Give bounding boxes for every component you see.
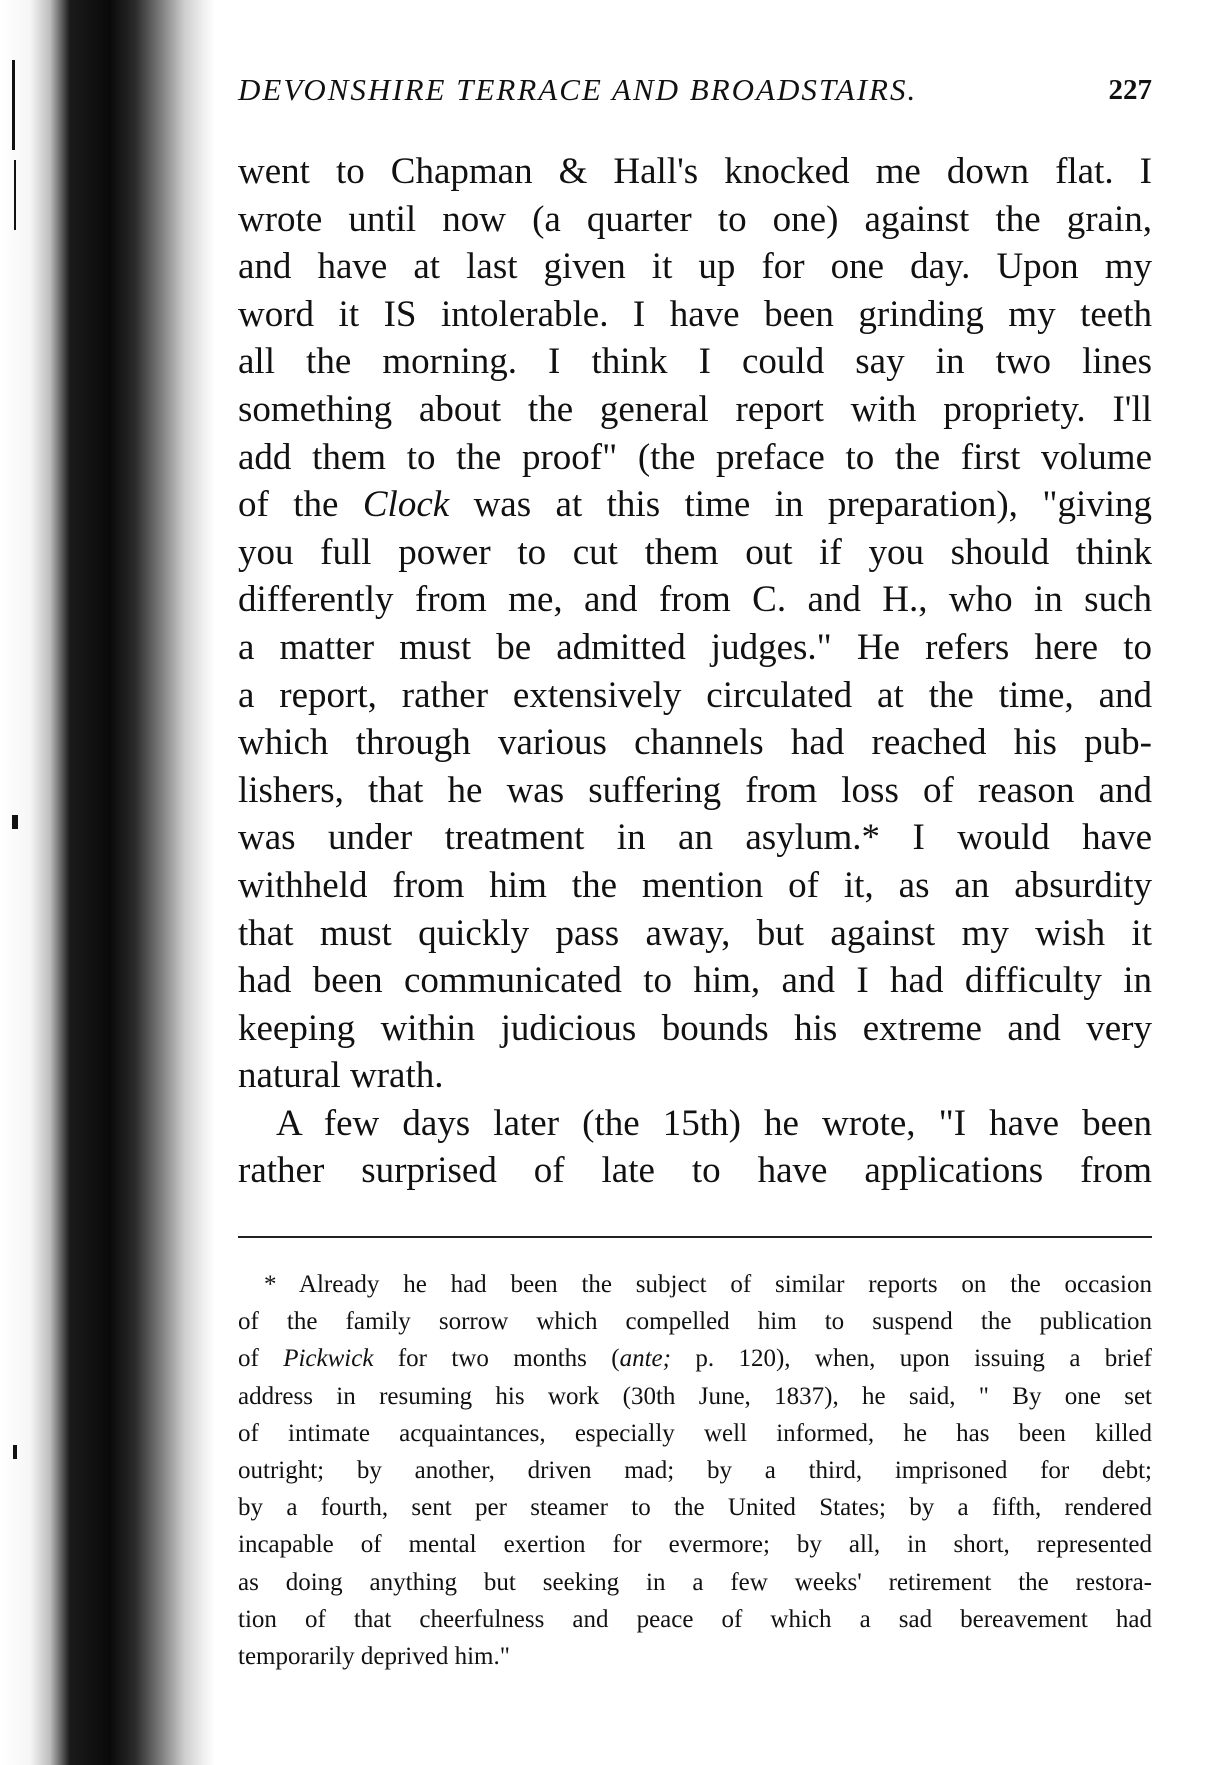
footnote-line (238, 1340, 1152, 1377)
body-line: went to Chapman & Hall's knocked me down flat. I (238, 151, 1152, 192)
body-line: that must quickly pass away, but against my wish it (238, 912, 1152, 954)
footnote-line-text: of (238, 1345, 284, 1373)
footnote-divider (238, 1236, 1152, 1238)
body-line: and have at last given it up for one day. Upon my (238, 246, 1152, 288)
body-line-italic: Clock (362, 484, 450, 526)
page-number: 227 (1108, 74, 1152, 106)
body-line-text: of the (238, 484, 363, 526)
binding-mark (12, 815, 18, 829)
body-line: something about the general report with propriety. I'll (238, 388, 1152, 430)
binding-mark (13, 1445, 17, 1459)
body-line-text: was at this time in preparation), "giving (449, 484, 1152, 526)
footnote (238, 1266, 1152, 1675)
body-line: wrote until now (a quarter to one) against the grain, (238, 198, 1152, 240)
running-head: DEVONSHIRE TERRACE AND BROADSTAIRS. (238, 72, 918, 107)
body-line: all the morning. I think I could say in two lines (238, 341, 1152, 383)
footnote-line: temporarily deprived him." (238, 1642, 510, 1670)
footnote-line-text: p. 120), when, upon issuing a brief (670, 1345, 1152, 1373)
body-line: keeping within judicious bounds his extreme and very (238, 1007, 1152, 1049)
body-line: had been communicated to him, and I had difficulty in (238, 960, 1152, 1002)
footnote-line: tion of that cheerfulness and peace of which a sad bereavement had (238, 1605, 1152, 1633)
footnote-line: of intimate acquaintances, especially well informed, he has been killed (238, 1419, 1152, 1447)
footnote-line: * Already he had been the subject of similar reports on the occasion (264, 1271, 1152, 1298)
binding-mark (14, 160, 16, 230)
footnote-line: by a fourth, sent per steamer to the United States; by a fifth, rendered (238, 1494, 1152, 1522)
body-line: which through various channels had reached his pub- (238, 722, 1152, 764)
body-line: was under treatment in an asylum.* I would have (238, 817, 1152, 859)
body-line: you full power to cut them out if you should think (238, 531, 1152, 573)
footnote-line-italic: Pickwick (283, 1345, 374, 1373)
body-text (238, 148, 1152, 1195)
binding-mark (12, 60, 15, 150)
body-line: differently from me, and from C. and H., who in such (238, 579, 1152, 621)
footnote-line: outright; by another, driven mad; by a third, imprisoned for debt; (238, 1456, 1152, 1484)
body-line: a report, rather extensively circulated at the time, and (238, 674, 1152, 716)
body-line: word it IS intolerable. I have been grinding my teeth (238, 293, 1152, 335)
footnote-line: as doing anything but seeking in a few weeks' retirement the restora- (238, 1568, 1152, 1596)
body-line: withheld from him the mention of it, as an absurdity (238, 864, 1152, 906)
footnote-line: address in resuming his work (30th June, 1837), he said, " By one set (238, 1382, 1152, 1410)
body-line: a matter must be admitted judges." He refers here to (238, 626, 1152, 668)
body-line (238, 481, 1152, 529)
footnote-line-text: for two months ( (373, 1345, 620, 1373)
body-line: A few days later (the 15th) he wrote, "I have been (276, 1102, 1152, 1144)
body-line: lishers, that he was suffering from loss of reason and (238, 769, 1152, 811)
footnote-line: incapable of mental exertion for evermore; by all, in short, represented (238, 1531, 1152, 1559)
footnote-line: of the family sorrow which compelled him to suspend the publication (238, 1308, 1152, 1336)
body-line: natural wrath. (238, 1055, 444, 1097)
body-line: rather surprised of late to have applications from (238, 1150, 1152, 1192)
footnote-line-italic: ante; (619, 1345, 671, 1373)
page-gutter-shadow (0, 0, 215, 1765)
page-header (238, 66, 1152, 114)
body-line: add them to the proof" (the preface to the first volume (238, 436, 1152, 478)
